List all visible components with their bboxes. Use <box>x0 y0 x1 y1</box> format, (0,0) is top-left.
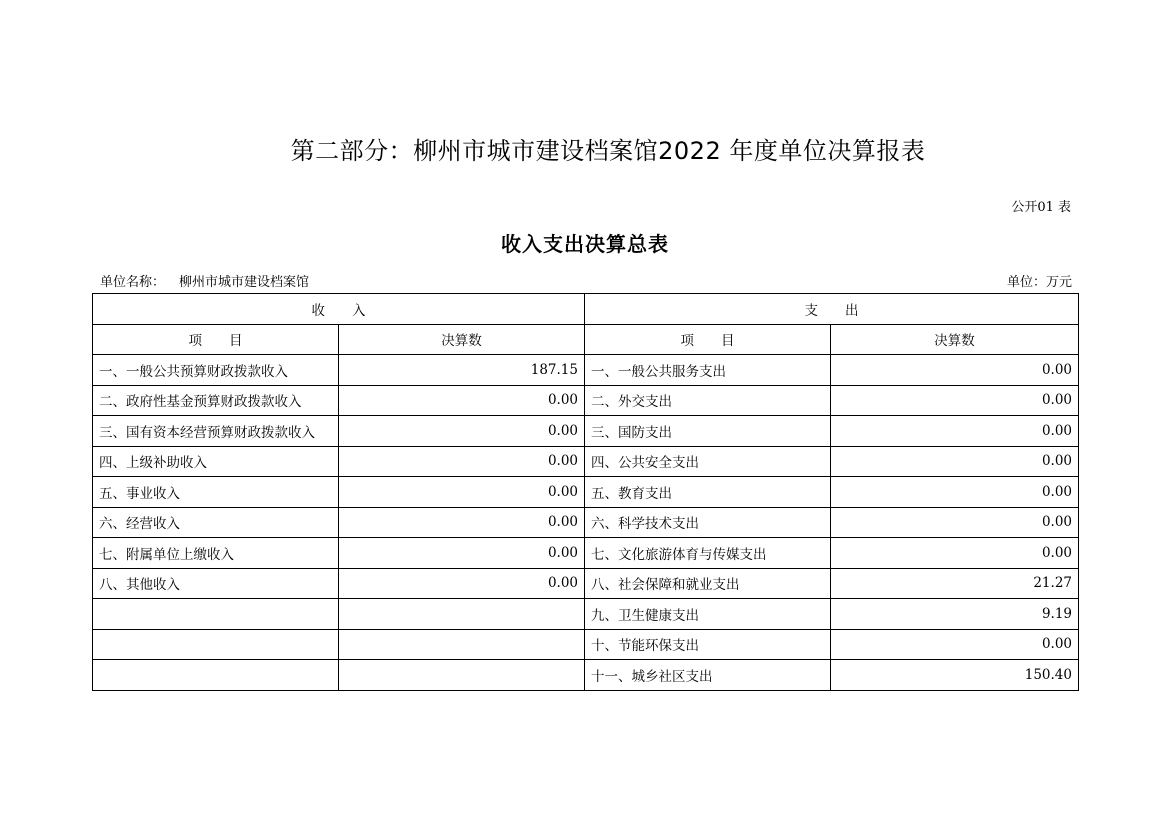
income-amount-cell: 187.15 <box>339 355 585 386</box>
expense-amount-cell: 0.00 <box>831 355 1079 386</box>
unit-name-line <box>100 271 309 290</box>
expense-item-cell: 十、节能环保支出 <box>585 629 831 660</box>
income-amount-cell <box>339 629 585 660</box>
income-item-cell: 四、上级补助收入 <box>93 446 339 477</box>
expense-item-cell: 四、公共安全支出 <box>585 446 831 477</box>
table-row <box>93 477 1079 508</box>
income-section-header: 收 入 <box>93 294 585 325</box>
expense-item-cell: 二、外交支出 <box>585 385 831 416</box>
expense-amount-cell: 0.00 <box>831 507 1079 538</box>
table-row <box>93 507 1079 538</box>
table-row <box>93 446 1079 477</box>
expense-amount-cell: 9.19 <box>831 599 1079 630</box>
income-item-cell: 三、国有资本经营预算财政拨款收入 <box>93 416 339 447</box>
expense-item-cell: 七、文化旅游体育与传媒支出 <box>585 538 831 569</box>
expense-item-cell: 三、国防支出 <box>585 416 831 447</box>
expense-item-cell: 十一、城乡社区支出 <box>585 660 831 691</box>
income-amount-cell: 0.00 <box>339 507 585 538</box>
income-item-cell <box>93 660 339 691</box>
income-expense-table <box>92 293 1079 691</box>
income-amount-cell: 0.00 <box>339 416 585 447</box>
income-item-cell: 五、事业收入 <box>93 477 339 508</box>
table-row <box>93 355 1079 386</box>
expense-amount-cell: 0.00 <box>831 416 1079 447</box>
table-code: 公开01 表 <box>1011 200 1071 215</box>
expense-amount-header: 决算数 <box>831 324 1079 355</box>
expense-amount-cell: 0.00 <box>831 385 1079 416</box>
income-item-cell: 七、附属单位上缴收入 <box>93 538 339 569</box>
page-title: 第二部分：柳州市城市建设档案馆2022 年度单位决算报表 <box>290 137 926 165</box>
expense-section-header: 支 出 <box>585 294 1079 325</box>
expense-item-cell: 六、科学技术支出 <box>585 507 831 538</box>
expense-amount-cell: 0.00 <box>831 629 1079 660</box>
expense-amount-cell: 21.27 <box>831 568 1079 599</box>
income-amount-cell: 0.00 <box>339 568 585 599</box>
income-item-cell: 二、政府性基金预算财政拨款收入 <box>93 385 339 416</box>
income-item-cell: 八、其他收入 <box>93 568 339 599</box>
expense-amount-cell: 0.00 <box>831 477 1079 508</box>
income-item-header: 项 目 <box>93 324 339 355</box>
income-amount-cell <box>339 599 585 630</box>
income-amount-cell: 0.00 <box>339 538 585 569</box>
table-title: 收入支出决算总表 <box>501 232 669 256</box>
currency-unit: 单位：万元 <box>1006 275 1072 290</box>
expense-amount-cell: 150.40 <box>831 660 1079 691</box>
expense-item-cell: 一、一般公共服务支出 <box>585 355 831 386</box>
expense-item-cell: 五、教育支出 <box>585 477 831 508</box>
section-header-row <box>93 294 1079 325</box>
expense-item-header: 项 目 <box>585 324 831 355</box>
table-row <box>93 599 1079 630</box>
expense-amount-cell: 0.00 <box>831 538 1079 569</box>
income-item-cell <box>93 599 339 630</box>
income-amount-cell: 0.00 <box>339 385 585 416</box>
unit-name-value: 柳州市城市建设档案馆 <box>179 275 310 290</box>
income-amount-cell: 0.00 <box>339 446 585 477</box>
unit-name-label: 单位名称： <box>100 275 166 290</box>
income-item-cell: 一、一般公共预算财政拨款收入 <box>93 355 339 386</box>
income-item-cell <box>93 629 339 660</box>
expense-item-cell: 八、社会保障和就业支出 <box>585 568 831 599</box>
income-item-cell: 六、经营收入 <box>93 507 339 538</box>
expense-item-cell: 九、卫生健康支出 <box>585 599 831 630</box>
table-row <box>93 385 1079 416</box>
income-amount-cell: 0.00 <box>339 477 585 508</box>
expense-amount-cell: 0.00 <box>831 446 1079 477</box>
table-row <box>93 538 1079 569</box>
income-amount-header: 决算数 <box>339 324 585 355</box>
table-row <box>93 629 1079 660</box>
column-header-row <box>93 324 1079 355</box>
table-row <box>93 568 1079 599</box>
table-row <box>93 416 1079 447</box>
income-amount-cell <box>339 660 585 691</box>
table-row <box>93 660 1079 691</box>
